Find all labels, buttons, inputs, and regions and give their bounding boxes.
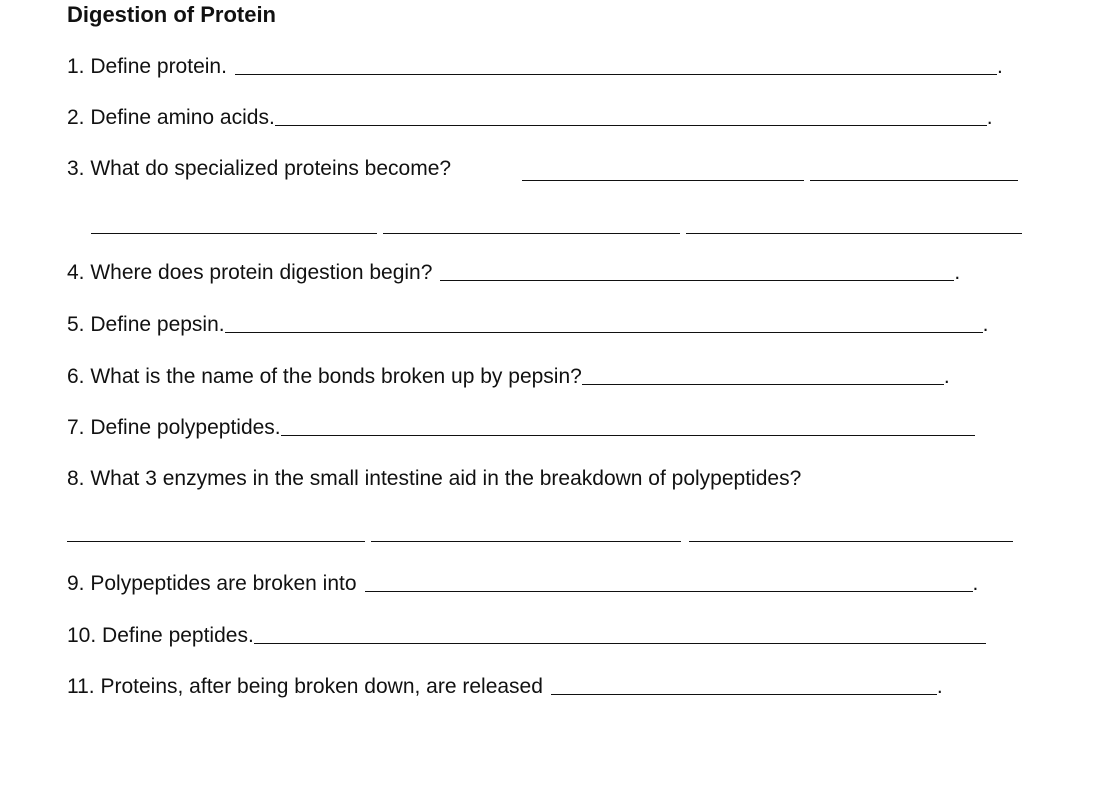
- question-6-text: 6. What is the name of the bonds broken up by pepsin?: [67, 365, 582, 388]
- question-10: [67, 621, 986, 649]
- answer-blank-1[interactable]: [235, 54, 997, 75]
- question-8-text: 8. What 3 enzymes in the small intestine aid in the breakdown of polypeptides?: [67, 467, 802, 490]
- question-3-text: 3. What do specialized proteins become?: [67, 157, 452, 180]
- question-9-text: 9. Polypeptides are broken into: [67, 572, 357, 595]
- question-1-text: 1. Define protein.: [67, 55, 227, 78]
- question-4-period: .: [954, 261, 961, 284]
- question-6: [67, 362, 950, 390]
- question-5-text: 5. Define pepsin.: [67, 313, 225, 336]
- answer-blank-8c[interactable]: [689, 541, 1013, 542]
- answer-blank-6[interactable]: [582, 364, 944, 385]
- answer-blank-8a[interactable]: [67, 541, 365, 542]
- question-6-period: .: [943, 365, 950, 388]
- question-2-text: 2. Define amino acids.: [67, 106, 275, 129]
- question-4-text: 4. Where does protein digestion begin?: [67, 261, 433, 284]
- answer-blank-3e[interactable]: [686, 233, 1022, 234]
- answer-blank-10[interactable]: [254, 623, 986, 644]
- answer-blank-3b[interactable]: [810, 180, 1018, 181]
- worksheet-title: Digestion of Protein: [67, 2, 276, 27]
- answer-blank-7[interactable]: [281, 415, 975, 436]
- question-2: [67, 103, 993, 131]
- question-9-period: .: [972, 572, 979, 595]
- question-4: [67, 258, 960, 286]
- question-1: [67, 52, 1003, 80]
- question-11-text: 11. Proteins, after being broken down, are released: [67, 675, 543, 698]
- question-2-period: .: [986, 106, 993, 129]
- answer-blank-4[interactable]: [440, 260, 954, 281]
- answer-blank-8b[interactable]: [371, 541, 681, 542]
- question-9: [67, 569, 978, 597]
- question-8: [67, 465, 801, 493]
- question-11: [67, 672, 943, 700]
- answer-blank-11[interactable]: [551, 674, 937, 695]
- question-5-period: .: [982, 313, 989, 336]
- question-11-period: .: [936, 675, 943, 698]
- answer-blank-3a[interactable]: [522, 180, 804, 181]
- question-3: [67, 155, 451, 183]
- answer-blank-2[interactable]: [275, 105, 987, 126]
- question-7: [67, 413, 975, 441]
- question-10-text: 10. Define peptides.: [67, 624, 254, 647]
- answer-blank-5[interactable]: [225, 312, 983, 333]
- answer-blank-3c[interactable]: [91, 233, 377, 234]
- question-1-period: .: [996, 55, 1003, 78]
- answer-blank-3d[interactable]: [383, 233, 680, 234]
- answer-blank-9[interactable]: [365, 571, 973, 592]
- question-7-text: 7. Define polypeptides.: [67, 416, 281, 439]
- question-5: [67, 310, 988, 338]
